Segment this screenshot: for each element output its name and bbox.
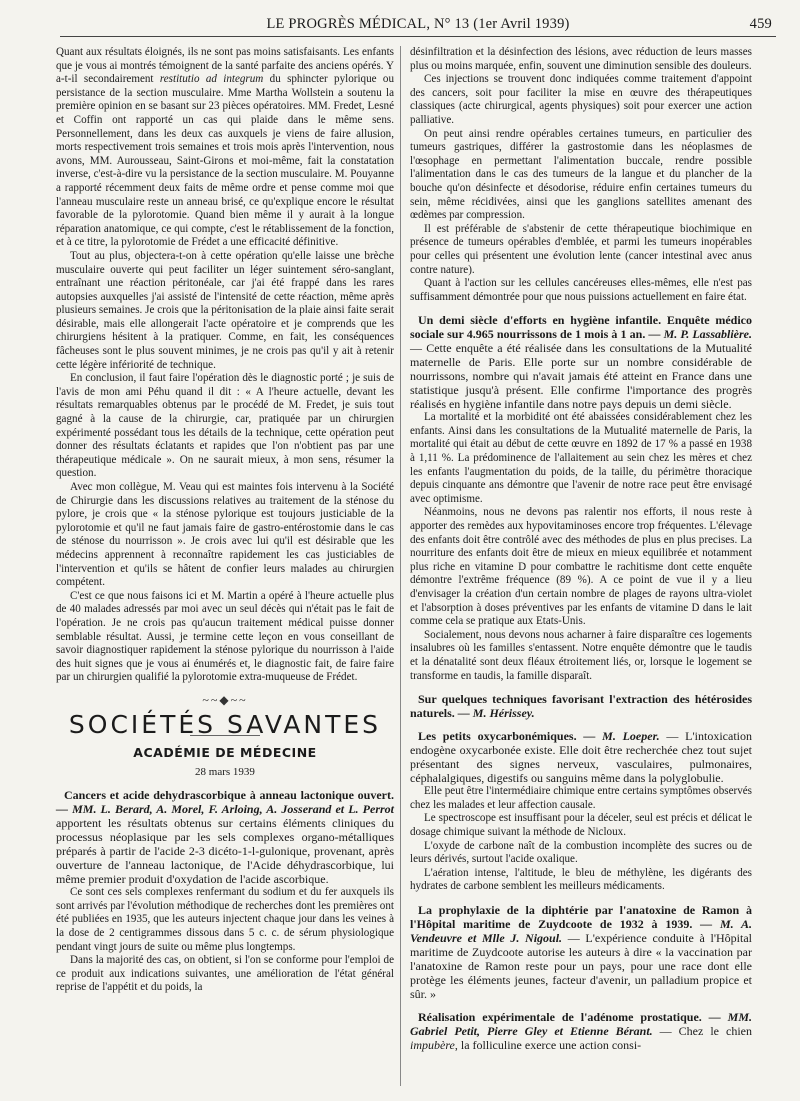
article-title: Un demi siècle d'efforts en hygiène infantile. Enquête médico sociale sur 4.965 nourrissons de 1 mois à 1 an.	[410, 313, 752, 342]
paragraph: En conclusion, il faut faire l'opération dès le diagnostic porté ; je suis de l'avis de mon ami Péhu quand il dit : « A l'heure actuelle, devant les résultats remarquables obtenus par le procédé de M. Fredet, je suis tout gagné à la cause de la chirurgie, car, pratiquée par un chirurgien expérimenté possédant tous les détails de la technique, cette opération peut donner des résultats éclatants et rapides que l'on n'obtient pas par une thérapeutique médicale ». On ne saurait mieux, à mon sens, résumer la question.	[56, 372, 394, 480]
paragraph: La mortalité et la morbidité ont été abaissées considérablement chez les enfants. Ainsi dans les consultations de la Mutualité maternelle de Paris, la mortalité qui était au début de cette œuvre en 1892 de 17 % a passé en 1938 à 1,11 %. La prédominence de l'allaitement au sein chez les mères et chez les enfants l'augmentation du poids, de la taille, du périmètre thoracique depuis cinquante ans démontre que l'avenir de notre race peut être envisagé avec optimisme.	[410, 411, 752, 505]
paragraph: Ce sont ces sels complexes renfermant du sodium et du fer auxquels ils sont arrivés par l'évolution méthodique de recherches dont les premières ont été publiées en 1935, que les auteurs injectent chaque jour dans les veines à la dose de 2 centigrammes dissous dans 5 c. c. de sérum physiologique pendant vingt jours de suite ou même plus longtemps.	[56, 886, 394, 953]
left-column	[56, 46, 394, 995]
latin-phrase: restitutio ad integrum	[159, 73, 264, 86]
paragraph: C'est ce que nous faisons ici et M. Martin a opéré à l'heure actuelle plus de 40 malades adressés par moi avec un seul décès qui n'était pas le fait de l'opération. Je ne crois pas qu'aucun traitement médical puisse donner semblable résultat. Aussi, je termine cette leçon en vous conseillant de savoir diagnostiquer rapidement la sténose pylorique du nourrisson à l'aide des huit signes que je vous ai énumérés et, le diagnostic fait, de faire faire par un chirurgien qualifié la pylorotomie extra-muqueuse de Frédet.	[56, 589, 394, 684]
paragraph: Le spectroscope est insuffisant pour la déceler, seul est précis et délicat le dosage chimique suivant la méthode de Nicloux.	[410, 812, 752, 838]
emphasis: impubère	[410, 1037, 455, 1052]
article: Un demi siècle d'efforts en hygiène infantile. Enquête médico sociale sur 4.965 nourrissons de 1 mois à 1 an. — M. P. Lassablière. — Cette enquête a été réalisée dans les consultations de la Mutualité maternelle de Paris. Elle porte sur un nombre considérable de nourrissons, nombre qui n'avait jamais été atteint en France dans une statistique jusqu'à présent. Elle confirme l'importance des progrès réalisés en hygiène infantile dans notre pays depuis un demi siècle.	[410, 313, 752, 412]
paragraph: Il est préférable de s'abstenir de cette thérapeutique biochimique en présence de tumeurs opérables d'emblée, et parmi les tumeurs inopérables pour celles qui présentent une évolution lente (cancer intestinal avec anus contre nature).	[410, 222, 752, 276]
session-date: 28 mars 1939	[195, 765, 255, 778]
paragraph: Tout au plus, objectera-t-on à cette opération qu'elle laisse une brèche musculaire ouverte qui peut faciliter un léger suintement séro-sanglant, entraînant une réaction péritonéale, car j'ai été frappé dans les rares autopsies auxquelles j'ai assisté de l'intensité de cette réaction, même après plusieurs semaines. Je crois que la péritonisation de la plaie ainsi faite serait désirable, mais elle allongerait l'acte opératoire et je comprends que les chirurgiens hésitent à la pratiquer. Comme, en fait, les conséquences fâcheuses sont le plus souvent minimes, je ne crois pas qu'il y ait à retenir cette légère infériorité de technique.	[56, 249, 394, 371]
article: Réalisation expérimentale de l'adénome prostatique. — MM. Gabriel Petit, Pierre Gley et Etienne Bérant. — Chez le chien impubère, la folliculine exerce une action consi-	[410, 1009, 753, 1052]
article: Les petits oxycarbonémiques. — M. Loeper. — L'intoxication endogène oxycarbonée existe. Elle doit être recherchée chez tout sujet présentant des signes nerveux, vasculaires, pulmonaires, céphalalgiques, digestifs ou sanguins même dans la polyglobulie.	[410, 729, 752, 786]
article: Cancers et acide dehydrascorbique à anneau lactonique ouvert. — MM. L. Berard, A. Morel, F. Arloing, A. Josserand et L. Perrot apportent les résultats obtenus sur certains éléments cliniques du processus néoplasique par les sels complexes organo-métalliques préparés à partir de l'acide 2-3 dicéto-1-l-gulonique, provenant, après ouverture de l'anneau lactonique, de l'Acide déhydrascorbique, lui même premier produit d'oxydation de l'acide ascorbique.	[56, 788, 394, 887]
paragraph: Dans la majorité des cas, on obtient, si l'on se conforme pour l'emploi de ce produit aux indications suivantes, une amélioration de l'état général reprise de l'appétit et du poids, la	[56, 954, 394, 994]
section-heading: SOCIÉTÉS SAVANTES	[68, 709, 382, 739]
paragraph: Néanmoins, nous ne devons pas ralentir nos efforts, il nous reste à apporter des remèdes aux hypovitaminoses encore trop fréquentes. L'élevage des enfants doit être contrôlé avec des méthodes de plus en plus precises. La nourriture des enfants doit être de mieux en mieux equilibrée et notamment plus riche en vitamine D pour combattre le rachitisme dont cette enquête démontre l'extrême fréquence (89 %). A ce point de vue il y a lieu d'envisager la création d'un certain nombre de plages de rayons ultra-violet et l'absorption à doses préventives par les enfants de vitamine D dans le lait comme cela se pratique aux Etats-Unis.	[410, 506, 752, 628]
paragraph: Quant à l'action sur les cellules cancéreuses elles-mêmes, elle n'est pas suffisamment démontrée pour que nous puissions actuellement en faire état.	[410, 277, 752, 303]
page-number: 459	[749, 16, 772, 32]
section-ornament: ~~◆~~	[202, 692, 248, 707]
paragraph: On peut ainsi rendre opérables certaines tumeurs, en particulier des tumeurs gastriques, différer la gastrostomie dans les néoplasmes de l'œsophage en permettant l'alimentation buccale, rendre possible l'alimentation dans le cas des tumeurs de la langue et du plancher de la bouche qu'on désinfecte et désodorise, réduire enfin certaines tumeurs du sein, même récidivées, ainsi que les ganglions satellites amenant des œdèmes par compression.	[410, 127, 752, 222]
article-authors: — MM. L. Berard, A. Morel, F. Arloing, A. Josserand et L. Perrot	[56, 802, 394, 817]
article-authors: — MM. Gabriel Petit, Pierre Gley et Etienne Bérant.	[410, 1009, 753, 1038]
article-title: Sur quelques techniques favorisant l'extraction des hétérosides naturels.	[410, 692, 752, 721]
paragraph: Socialement, nous devons nous acharner à faire disparaître ces logements insalubres où les familles s'entassent. Notre enquête démontre que le taudis et la dénatalité sont deux fléaux étroitement liés, or, lorsque le logement se transforme en taudis, la famille disparaît.	[410, 628, 752, 682]
article-authors: — M. P. Lassablière.	[645, 327, 752, 342]
article-authors: — M. Hérissey.	[454, 706, 535, 721]
article-title: Réalisation expérimentale de l'adénome prostatique.	[418, 1009, 702, 1024]
paragraph: L'aération intense, l'altitude, le bleu de méthylène, les digérants des hydrates de carbone semblent les meilleurs médicaments.	[410, 866, 752, 893]
running-title: LE PROGRÈS MÉDICAL, N° 13 (1er Avril 1939)	[266, 16, 570, 32]
article-authors: — M. A. Vendeuvre et Mlle J. Nigoul.	[410, 916, 752, 945]
article-title: La prophylaxie de la diphtérie par l'anatoxine de Ramon à l'Hôpital maritime de Zuydcoote de 1932 à 1939.	[410, 902, 752, 931]
paragraph: Elle peut être l'intermédiaire chimique entre certains symptômes observés chez les malades et leur affection causale.	[410, 785, 752, 811]
paragraph: L'oxyde de carbone naît de la combustion incomplète des sucres ou de leurs dérivés, surtout l'acide oxalique.	[410, 839, 752, 866]
column-divider	[400, 46, 401, 1086]
subsection-heading: ACADÉMIE DE MÉDECINE	[133, 745, 317, 761]
article-authors: — M. Loeper.	[576, 729, 660, 744]
paragraph: désinfiltration et la désinfection des lésions, avec réduction de leurs masses plus ou moins marquée, enfin, souvent une diminution sensible des douleurs.	[410, 46, 752, 72]
right-column	[410, 46, 752, 1052]
paragraph: Avec mon collègue, M. Veau qui est maintes fois intervenu à la Société de Chirurgie dans les discussions relatives au traitement de la sténose du pylore, je crois que « la sténose pylorique est toujours justiciable de la pylorotomie et qu'il ne faut jamais faire de gastro-entérostomie dans le cas de sténose du nourrisson ». Je crois avec lui qu'il est désirable que les médecins apprennent à reconnaître rapidement les cas justiciables de l'intervention et qu'ils se hâtent de confier leurs malades au chirurgien compétent.	[56, 481, 394, 589]
page-header	[60, 14, 776, 37]
article	[410, 692, 752, 720]
paragraph: Quant aux résultats éloignés, ils ne sont pas moins satisfaisants. Les enfants que je vous ai montrés témoignent de la santé parfaite des anciens opérés. Y a-t-il secondairement restitutio ad integrum du sphincter pylorique ou persistance de la section musculaire. Mme Martha Wollstein a soutenu la première opinion en se basant sur 23 pièces opératoires. MM. Fredet, Lesné et Coffin ont rapporté un cas qui plaide dans le même sens. Personnellement, dans les deux cas auxquels je viens de faire allusion, morts respectivement trois semaines et trois mois après l'intervention, nous avons, MM. Aurousseau, Saint-Girons et moi-même, fait la constatation inverse, c'est-à-dire vu la persistance de la section musculaire. M. Pouyanne a rapporté récemment deux faits de même ordre et pense comme moi que l'anneau musculaire reste un anneau brisé, ce qu'explique encore le résultat favorable de la pylorotomie. Quand bien même il y aurait à la longue réparation anatomique, ce qui compte, c'est le rétablissement de la fonction, et à ce titre, la pylorotomie de Frédet a une efficacité définitive.	[56, 46, 395, 249]
article: La prophylaxie de la diphtérie par l'anatoxine de Ramon à l'Hôpital maritime de Zuydcoote de 1932 à 1939. — M. A. Vendeuvre et Mlle J. Nigoul. — L'expérience conduite à l'Hôpital maritime de Zuydcoote autorise les auteurs à dire « la vaccination par l'anatoxine de Ramon reste pour un pays, pour une race dont elle protège les éléments jeunes, facteur d'avenir, un palladium propice et sûr. »	[410, 902, 752, 1001]
paragraph: Ces injections se trouvent donc indiquées comme traitement d'appoint des cancers, soit pour faciliter la mise en œuvre des thérapeutiques classiques (acte chirurgical, agents physiques) soit pour exercer une action palliative.	[410, 73, 752, 126]
article-title: Cancers et acide dehydrascorbique à anneau lactonique ouvert.	[64, 788, 394, 803]
article-title: Les petits oxycarbonémiques.	[418, 729, 577, 744]
